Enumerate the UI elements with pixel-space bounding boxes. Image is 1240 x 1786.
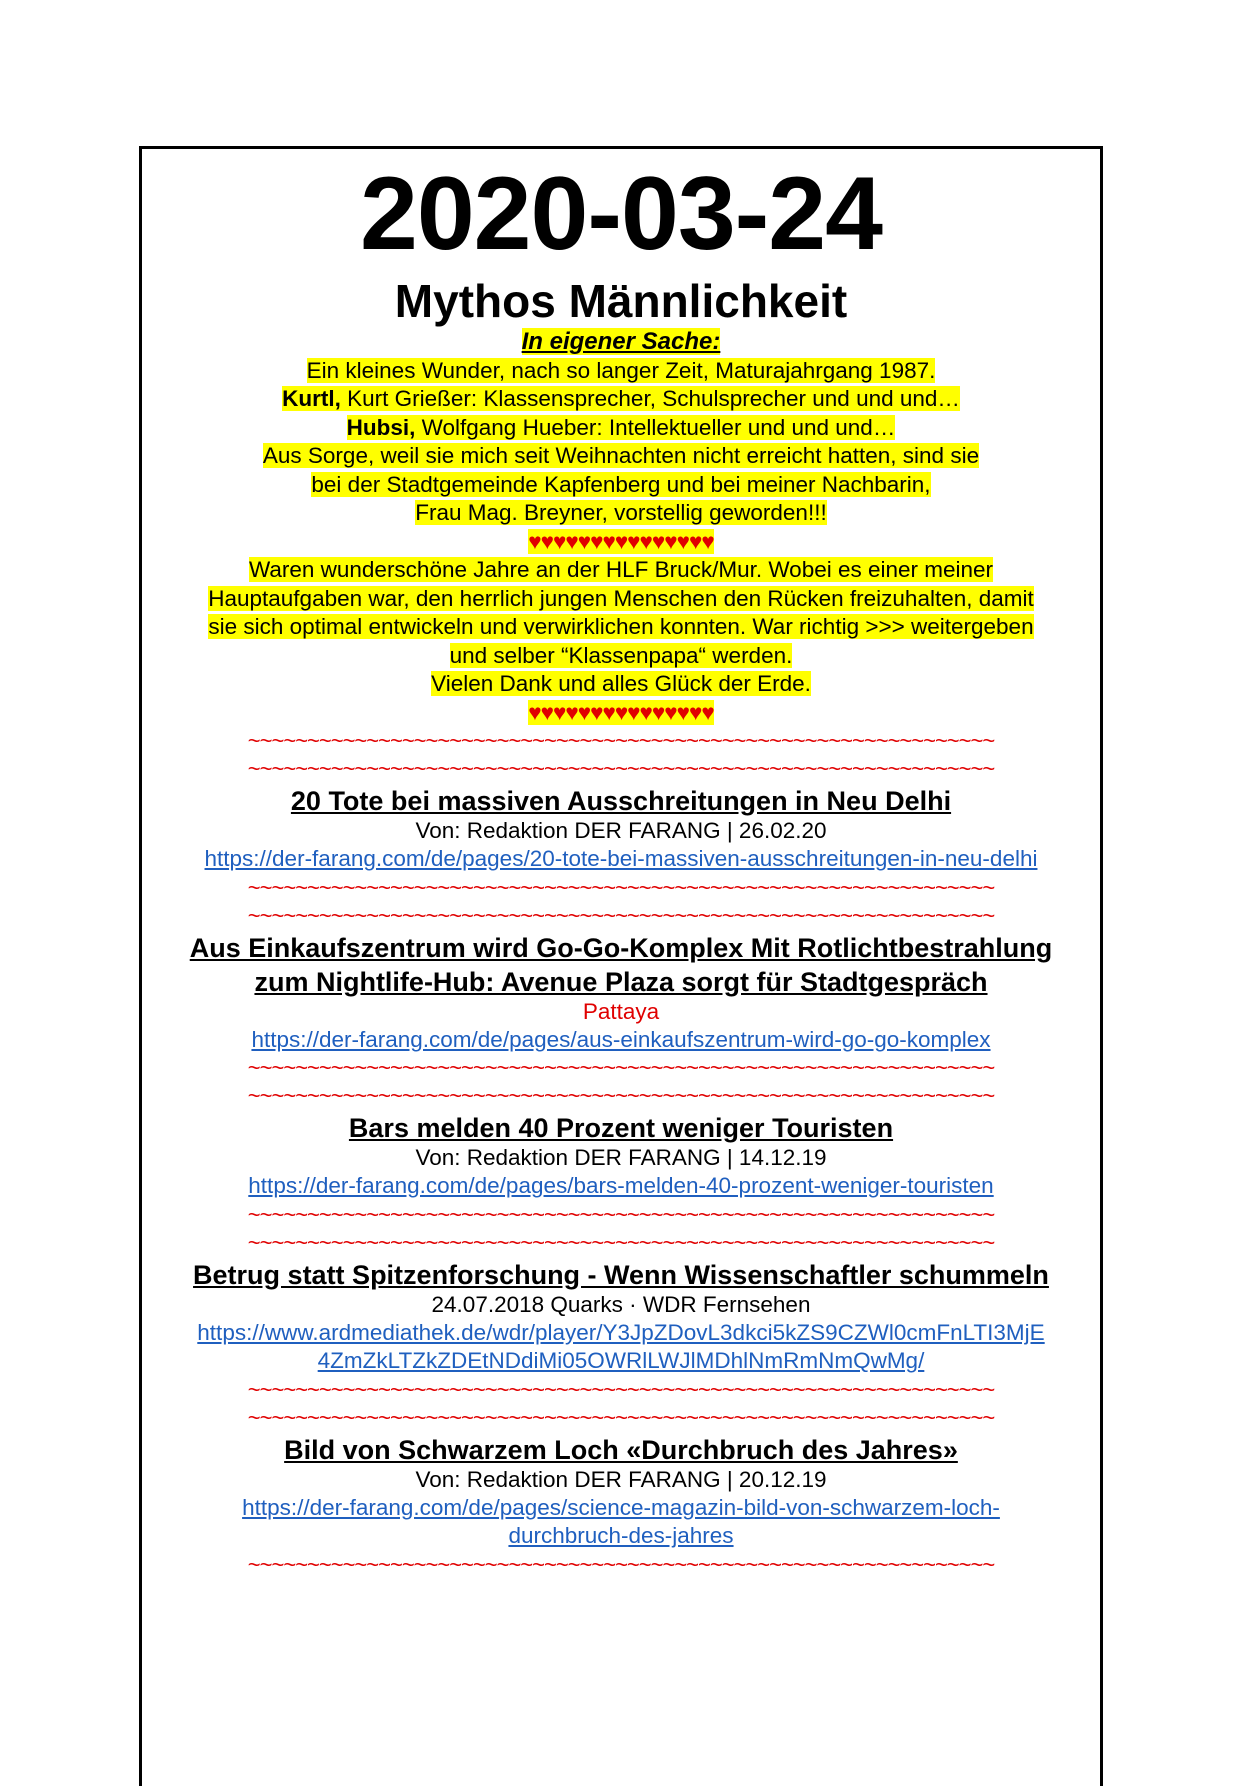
article-item xyxy=(142,785,1100,874)
tilde-separator: ~~~~~~~~~~~~~~~~~~~~~~~~~~~~~~~~~~~~~~~~~~~~~~~~~~~~~~~~~~~~~~~ xyxy=(247,728,995,753)
intro-heading: In eigener Sache: xyxy=(521,328,721,355)
article-meta: Pattaya xyxy=(582,998,660,1024)
intro-line: bei der Stadtgemeinde Kapfenberg und bei meiner Nachbarin, xyxy=(311,471,931,497)
tilde-separator: ~~~~~~~~~~~~~~~~~~~~~~~~~~~~~~~~~~~~~~~~~~~~~~~~~~~~~~~~~~~~~~~ xyxy=(247,1404,995,1430)
intro-line: Ein kleines Wunder, nach so langer Zeit, Maturajahrgang 1987. xyxy=(306,357,936,383)
tilde-separator: ~~~~~~~~~~~~~~~~~~~~~~~~~~~~~~~~~~~~~~~~~~~~~~~~~~~~~~~~~~~~~~~ xyxy=(247,902,995,928)
intro-section xyxy=(142,328,1100,727)
article-item xyxy=(142,1112,1100,1201)
tilde-separator: ~~~~~~~~~~~~~~~~~~~~~~~~~~~~~~~~~~~~~~~~~~~~~~~~~~~~~~~~~~~~~~~ xyxy=(247,756,995,781)
intro-line: Aus Sorge, weil sie mich seit Weihnachten nicht erreicht hatten, sind sie xyxy=(262,443,980,468)
intro-name-hubsi: Hubsi, xyxy=(346,414,416,440)
tilde-separator: ~~~~~~~~~~~~~~~~~~~~~~~~~~~~~~~~~~~~~~~~~~~~~~~~~~~~~~~~~~~~~~~ xyxy=(247,1229,995,1255)
article-meta: Von: Redaktion DER FARANG | 26.02.20 xyxy=(415,818,827,843)
article-title: Bars melden 40 Prozent weniger Touristen xyxy=(348,1113,894,1143)
article-item xyxy=(142,1259,1100,1376)
page-title: Mythos Männlichkeit xyxy=(394,275,848,327)
article-link[interactable]: https://der-farang.com/de/pages/20-tote-bei-massiven-ausschreitungen-in-neu-delhi xyxy=(204,846,1038,871)
article-title: zum Nightlife-Hub: Avenue Plaza sorgt für Stadtgespräch xyxy=(254,966,988,997)
intro-line: und selber “Klassenpapa“ werden. xyxy=(449,642,793,668)
article-meta: Von: Redaktion DER FARANG | 20.12.19 xyxy=(415,1466,827,1492)
article-link[interactable]: https://der-farang.com/de/pages/bars-melden-40-prozent-weniger-touristen xyxy=(248,1173,994,1198)
document-content xyxy=(142,150,1100,1579)
hearts-divider: ♥♥♥♥♥♥♥♥♥♥♥♥♥♥♥ xyxy=(528,528,714,554)
article-title: Bild von Schwarzem Loch «Durchbruch des Jahres» xyxy=(284,1434,958,1465)
intro-line: Frau Mag. Breyner, vorstellig geworden!!! xyxy=(415,500,827,525)
tilde-separator: ~~~~~~~~~~~~~~~~~~~~~~~~~~~~~~~~~~~~~~~~~~~~~~~~~~~~~~~~~~~~~~~ xyxy=(247,1055,995,1080)
intro-line: Waren wunderschöne Jahre an der HLF Bruck/Mur. Wobei es einer meiner xyxy=(248,557,994,582)
article-title: 20 Tote bei massiven Ausschreitungen in Neu Delhi xyxy=(290,786,952,816)
article-item xyxy=(142,932,1100,1055)
article-title: Betrug statt Spitzenforschung - Wenn Wissenschaftler schummeln xyxy=(193,1259,1049,1290)
article-link[interactable]: durchbruch-des-jahres xyxy=(508,1523,734,1548)
intro-line: Hauptaufgaben war, den herrlich jungen Menschen den Rücken freizuhalten, damit xyxy=(208,585,1034,611)
intro-line: Kurt Grießer: Klassensprecher, Schulsprecher und und und… xyxy=(340,386,960,411)
article-title: Aus Einkaufszentrum wird Go-Go-Komplex Mit Rotlichtbestrahlung xyxy=(189,932,1053,963)
intro-name-kurtl: Kurtl, xyxy=(282,386,341,411)
tilde-separator: ~~~~~~~~~~~~~~~~~~~~~~~~~~~~~~~~~~~~~~~~~~~~~~~~~~~~~~~~~~~~~~~ xyxy=(247,1083,995,1108)
tilde-separator: ~~~~~~~~~~~~~~~~~~~~~~~~~~~~~~~~~~~~~~~~~~~~~~~~~~~~~~~~~~~~~~~ xyxy=(247,874,995,900)
intro-line: sie sich optimal entwickeln und verwirklichen konnten. War richtig >>> weitergeben xyxy=(208,614,1034,639)
tilde-separator: ~~~~~~~~~~~~~~~~~~~~~~~~~~~~~~~~~~~~~~~~~~~~~~~~~~~~~~~~~~~~~~~ xyxy=(247,1551,995,1577)
article-meta: 24.07.2018 Quarks · WDR Fernsehen xyxy=(431,1291,811,1317)
article-link[interactable]: https://www.ardmediathek.de/wdr/player/Y3JpZDovL3dkci5kZS9CZWl0cmFnLTI3MjE xyxy=(197,1319,1045,1345)
tilde-separator: ~~~~~~~~~~~~~~~~~~~~~~~~~~~~~~~~~~~~~~~~~~~~~~~~~~~~~~~~~~~~~~~ xyxy=(247,1201,995,1227)
tilde-separator: ~~~~~~~~~~~~~~~~~~~~~~~~~~~~~~~~~~~~~~~~~~~~~~~~~~~~~~~~~~~~~~~ xyxy=(247,1376,995,1402)
page-date: 2020-03-24 xyxy=(360,156,882,272)
intro-line: Vielen Dank und alles Glück der Erde. xyxy=(431,671,811,696)
article-item xyxy=(142,1434,1100,1551)
hearts-divider: ♥♥♥♥♥♥♥♥♥♥♥♥♥♥♥ xyxy=(528,699,714,725)
article-link[interactable]: 4ZmZkLTZkZDEtNDdiMi05OWRlLWJlMDhlNmRmNmQwMg/ xyxy=(317,1348,925,1373)
intro-line: Wolfgang Hueber: Intellektueller und und und… xyxy=(415,414,896,440)
article-link[interactable]: https://der-farang.com/de/pages/science-magazin-bild-von-schwarzem-loch- xyxy=(242,1494,1000,1520)
article-link[interactable]: https://der-farang.com/de/pages/aus-einkaufszentrum-wird-go-go-komplex xyxy=(251,1026,991,1052)
article-meta: Von: Redaktion DER FARANG | 14.12.19 xyxy=(415,1145,827,1170)
